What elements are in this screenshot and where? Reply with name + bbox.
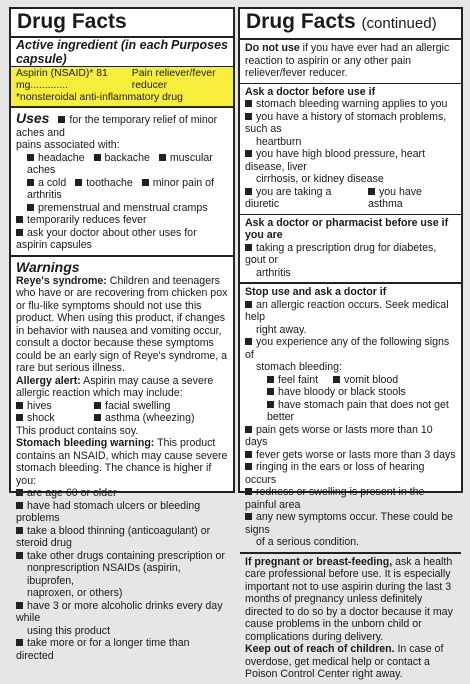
bullet-icon: [159, 154, 166, 161]
bullet-icon: [94, 414, 101, 421]
bullet-icon: [245, 513, 252, 520]
bullet-icon: [75, 179, 82, 186]
use-sub-item: headache: [38, 151, 85, 164]
bullet-icon: [58, 116, 65, 123]
active-ingredient-highlight: [11, 66, 233, 108]
warnings-header: Warnings: [16, 258, 80, 275]
purpose-text: Pain reliever/fever reducer: [131, 68, 216, 91]
use-sub-item: toothache: [86, 176, 133, 189]
ask-doctor-item: you have a history of stomach problems, such as: [245, 110, 447, 135]
ask-doctor-item: you have high blood pressure, heart disease, liver: [245, 148, 426, 173]
ask-pharmacist-item: taking a prescription drug for diabetes, gout or: [245, 241, 437, 266]
allergy-label: Allergy alert:: [16, 374, 81, 387]
bullet-icon: [245, 100, 252, 107]
pregnancy-section: [240, 554, 461, 684]
bullet-icon: [245, 188, 252, 195]
bullet-icon: [16, 602, 23, 609]
bullet-icon: [16, 414, 23, 421]
ask-doctor-item-cont: heartburn: [256, 135, 302, 148]
bullet-icon: [27, 179, 34, 186]
stop-use-item-cont: right away.: [256, 323, 307, 336]
allergy-item: shock: [27, 412, 55, 424]
stop-use-item: redness or swelling is present in the painful area: [245, 486, 425, 511]
nsaid-note: *nonsteroidal anti-inflammatory drug: [16, 92, 183, 103]
stop-use-section: [240, 284, 461, 554]
bullet-icon: [27, 154, 34, 161]
use-item: temporarily reduces fever: [27, 214, 147, 226]
bullet-icon: [245, 113, 252, 120]
drug-facts-panel-left: [9, 7, 235, 662]
keep-out-label: Keep out of reach of children.: [245, 643, 395, 655]
stop-use-sub-item: feel faint: [278, 373, 319, 386]
bullet-icon: [16, 402, 23, 409]
do-not-use-text: if you have ever had an allergic reaction to aspirin or any other pain reliever/fever reducer.: [245, 42, 450, 79]
bullet-icon: [245, 301, 252, 308]
stop-use-header: Stop use and ask a doctor if: [245, 286, 387, 298]
stop-use-item: fever gets worse or lasts more than 3 days: [256, 448, 456, 461]
use-sub-item: backache: [104, 151, 150, 164]
keep-out-text: In case of overdose, get medical help or contact a Poison Control Center right away.: [245, 643, 444, 680]
stop-use-item: an allergic reaction occurs. Seek medical help: [245, 298, 449, 323]
bullet-icon: [245, 338, 252, 345]
do-not-use-label: Do not use: [245, 42, 300, 54]
panel-title: Drug Facts: [11, 9, 233, 38]
bullet-icon: [27, 204, 34, 211]
bleeding-item: take a blood thinning (anticoagulant) or steroid drug: [16, 524, 211, 549]
purposes-header: Purposes: [171, 38, 228, 52]
allergy-item: facial swelling: [105, 399, 171, 412]
bullet-icon: [267, 401, 274, 408]
ingredient-text: Aspirin (NSAID)* 81 mg.............: [16, 68, 108, 91]
stop-use-item-cont: stomach bleeding:: [256, 361, 342, 373]
ask-doctor-item-cont: cirrhosis, or kidney disease: [256, 173, 384, 185]
stop-use-sub-item: vomit blood: [344, 373, 399, 386]
use-sub-item: minor pain of arthritis: [27, 176, 214, 201]
bullet-icon: [245, 426, 252, 433]
bullet-icon: [16, 639, 23, 646]
bullet-icon: [16, 489, 23, 496]
stop-use-item: ringing in the ears or loss of hearing occurs: [245, 461, 425, 486]
allergy-item: hives: [27, 399, 52, 412]
bleeding-item-cont: nonprescription NSAIDs (aspirin, ibuprofen,: [27, 562, 181, 587]
ask-doctor-item: stomach bleeding warning applies to you: [256, 98, 448, 110]
continued-label: (continued): [361, 15, 437, 32]
use-item: ask your doctor about other uses for aspirin capsules: [16, 226, 197, 251]
bullet-icon: [16, 229, 23, 236]
ask-pharmacist-item-cont: arthritis: [256, 266, 291, 279]
bullet-icon: [368, 188, 375, 195]
bullet-icon: [94, 402, 101, 409]
bullet-icon: [245, 463, 252, 470]
bullet-icon: [16, 216, 23, 223]
bleeding-item: have had stomach ulcers or bleeding problems: [16, 499, 201, 524]
drug-facts-panel-right: [238, 7, 463, 680]
stop-use-item: any new symptoms occur. These could be signs: [245, 511, 454, 536]
stop-use-item: you experience any of the following signs of: [245, 336, 450, 361]
bleeding-item: take other drugs containing prescription or: [27, 549, 225, 562]
ask-doctor-header: Ask a doctor before use if: [245, 85, 376, 98]
bullet-icon: [245, 451, 252, 458]
ask-pharmacist-section: [240, 215, 461, 285]
bullet-icon: [333, 376, 340, 383]
bleeding-text: This product contains an NSAID, which may cause severe stomach bleeding. The chance is higher if you:: [16, 437, 228, 487]
allergy-text: Aspirin may cause a severe allergic reaction which may include:: [16, 374, 214, 399]
bleeding-item-cont: naproxen, or others): [27, 587, 123, 599]
bullet-icon: [16, 502, 23, 509]
bleeding-item-cont: using this product: [27, 624, 111, 637]
pregnancy-text: ask a health care professional before use. It is especially important not to use aspirin during the last 3 months of pregnancy unless definitely directed to do so by a doctor because it may cause problems in the unborn child or complications during delivery.: [245, 555, 453, 643]
use-item-cont: pains associated with:: [16, 139, 120, 151]
allergy-item: asthma (wheezing): [105, 412, 195, 424]
use-sub-item: a cold: [38, 176, 67, 189]
ask-pharmacist-header: Ask a doctor or pharmacist before use if you are: [245, 216, 449, 241]
bleeding-item: take more or for a longer time than directed: [16, 637, 190, 662]
use-item: for the temporary relief of minor aches and: [16, 114, 218, 139]
bullet-icon: [267, 388, 274, 395]
soy-note: This product contains soy.: [16, 424, 139, 437]
bullet-icon: [16, 527, 23, 534]
use-sub-item: muscular aches: [27, 151, 213, 176]
use-sub-item: premenstrual and menstrual cramps: [38, 201, 208, 214]
ask-doctor-section: [240, 84, 461, 215]
bullet-icon: [94, 154, 101, 161]
stop-use-item-cont: of a serious condition.: [256, 536, 360, 548]
pregnancy-label: If pregnant or breast-feeding,: [245, 555, 393, 568]
warnings-section: [11, 257, 233, 666]
bleeding-label: Stomach bleeding warning:: [16, 437, 155, 449]
stop-use-item: pain gets worse or lasts more than 10 days: [245, 423, 433, 448]
reye-label: Reye's syndrome:: [16, 274, 107, 287]
active-ingredient-header: Active ingredient (in each capsule): [16, 38, 169, 66]
do-not-use-section: [240, 40, 461, 84]
bullet-icon: [267, 376, 274, 383]
bleeding-item: have 3 or more alcoholic drinks every day while: [16, 599, 223, 624]
uses-section: [11, 108, 233, 257]
bleeding-item: are age 60 or older: [27, 487, 117, 499]
bullet-icon: [245, 244, 252, 251]
ask-doctor-item: you are taking a diuretic: [245, 185, 332, 210]
stop-use-sub-item: have stomach pain that does not get better: [267, 398, 449, 423]
stop-use-sub-item: have bloody or black stools: [278, 386, 406, 398]
bullet-icon: [16, 552, 23, 559]
uses-header: Uses: [16, 110, 50, 126]
reye-text: Children and teenagers who have or are recovering from chicken pox or flu-like symptoms should not use this product. When using this product, if changes in behavior with nausea and vomiting occur, consult a doctor because these symptoms could be an early sign of Reye's syndrome, a rare but serious illness.: [16, 274, 228, 374]
bullet-icon: [245, 488, 252, 495]
panel-title-text: Drug Facts: [246, 10, 356, 33]
active-ingredient-section: [11, 38, 233, 108]
ask-doctor-item: you have asthma: [367, 185, 422, 210]
bullet-icon: [142, 179, 149, 186]
bullet-icon: [245, 150, 252, 157]
panel-title: [240, 9, 461, 40]
